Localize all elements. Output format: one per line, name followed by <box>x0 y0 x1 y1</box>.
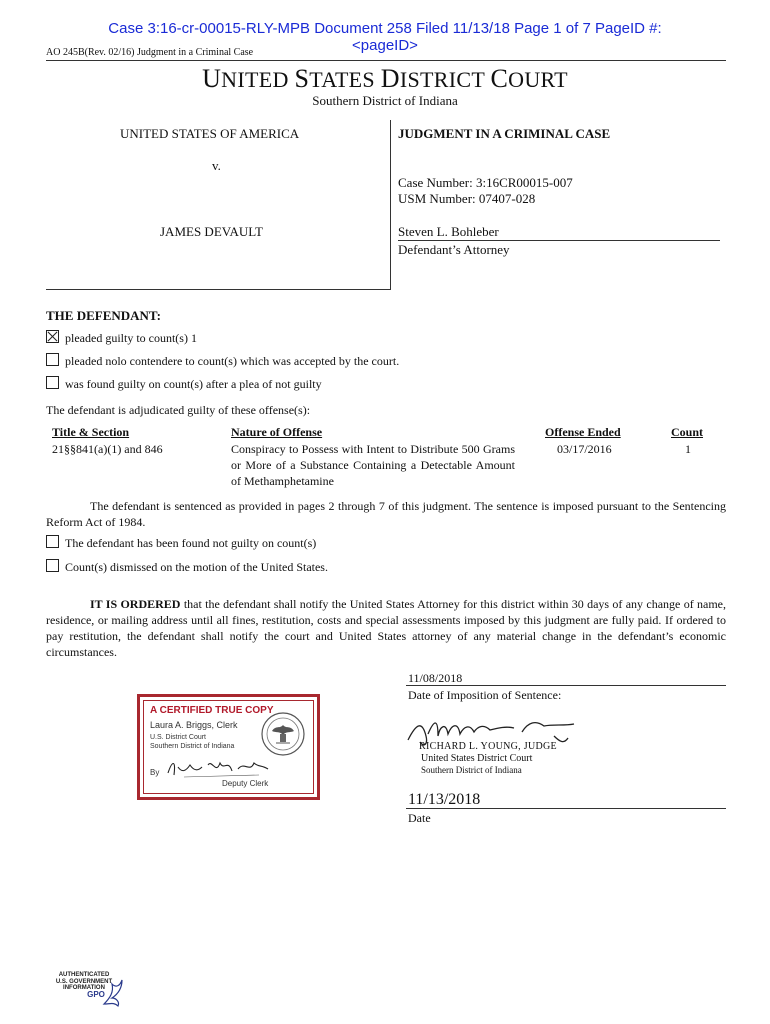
table-header-count: Count <box>671 425 704 439</box>
judge-name: RICHARD L. YOUNG, JUDGE <box>419 741 557 752</box>
caption-bottom-rule <box>46 289 391 290</box>
attorney-label: Defendant’s Attorney <box>398 242 510 257</box>
not-guilty-label: The defendant has been found not guilty on count(s) <box>65 536 317 550</box>
court-title-part: OURT <box>508 67 568 92</box>
court-title <box>0 64 770 94</box>
header-rule <box>46 60 726 61</box>
gpo-line: U.S. GOVERNMENT <box>55 978 113 985</box>
deputy-signature <box>164 755 274 781</box>
plea-option-label: pleaded guilty to count(s) 1 <box>65 331 197 345</box>
table-header-ended: Offense Ended <box>545 425 621 439</box>
gpo-line: INFORMATION <box>63 985 105 991</box>
court-seal-icon <box>260 711 306 757</box>
judge-district: Southern District of Indiana <box>421 765 522 775</box>
checkbox-icon <box>46 376 59 389</box>
table-cell-ended: 03/17/2016 <box>557 442 612 456</box>
adjudicated-text: The defendant is adjudicated guilty of these offense(s): <box>46 403 311 417</box>
table-header-nature: Nature of Offense <box>231 425 323 439</box>
form-id: AO 245B(Rev. 02/16) Judgment in a Criminal Case <box>46 47 254 58</box>
not-guilty-line <box>46 535 316 551</box>
signed-label: Date <box>408 811 431 825</box>
checked-box-icon <box>46 330 59 343</box>
table-cell-section: 21§§841(a)(1) and 846 <box>52 442 163 456</box>
sentence-text: The defendant is sentenced as provided in pages 2 through 7 of this judgment. The sentence is imposed pursuant to the Sentencing Reform Act of 1984. <box>46 499 726 529</box>
plaintiff-name: UNITED STATES OF AMERICA <box>120 126 300 141</box>
caption-divider <box>390 120 391 290</box>
attorney-name: Steven L. Bohleber <box>398 224 499 239</box>
table-header-section: Title & Section <box>52 425 130 439</box>
court-title-part: NITED <box>221 67 295 92</box>
case-number: Case Number: 3:16CR00015-007 <box>398 175 573 190</box>
plea-option-found-guilty <box>46 376 322 392</box>
signed-rule <box>406 808 726 809</box>
table-cell-nature: Conspiracy to Possess with Intent to Distribute 500 Grams or More of a Substance Containing a Detectable Amount of Methamphetamine <box>231 442 515 488</box>
order-paragraph <box>46 596 726 660</box>
dismissed-line <box>46 559 328 575</box>
certified-copy-stamp <box>137 694 320 800</box>
stamp-by: By <box>150 768 160 777</box>
plea-option-nolo <box>46 353 399 369</box>
document-title: JUDGMENT IN A CRIMINAL CASE <box>398 126 611 141</box>
dismissed-label: Count(s) dismissed on the motion of the United States. <box>65 560 328 574</box>
gpo-line: GPO <box>87 989 105 999</box>
attorney-rule <box>398 240 720 241</box>
order-lead: IT IS ORDERED <box>90 597 181 611</box>
defendant-name: JAMES DEVAULT <box>160 224 263 239</box>
defendant-heading: THE DEFENDANT: <box>46 308 161 323</box>
court-title-part: U <box>202 64 222 93</box>
court-title-part: ISTRICT <box>399 67 491 92</box>
checkbox-icon <box>46 559 59 572</box>
imposition-label: Date of Imposition of Sentence: <box>408 688 562 702</box>
usm-number: USM Number: 07407-028 <box>398 191 536 206</box>
court-district: Southern District of Indiana <box>312 93 458 108</box>
court-title-part: D <box>380 64 400 93</box>
versus: v. <box>212 158 221 173</box>
ecf-banner-line2: <pageID> <box>352 37 418 54</box>
stamp-district: Southern District of Indiana <box>150 743 235 750</box>
plea-option-label: was found guilty on count(s) after a plea of not guilty <box>65 377 322 391</box>
checkbox-icon <box>46 353 59 366</box>
order-text: that the defendant shall notify the United States Attorney for this district within 30 days of any change of name, residence, or mailing address until all fines, restitution, costs and special assessments imposed by this judgment are fully paid. If ordered to pay restitution, the defendant shall notify the court and United States attorney of any material change in the defendant’s economic circumstances. <box>46 597 727 659</box>
checkbox-icon <box>46 535 59 548</box>
stamp-deputy: Deputy Clerk <box>222 779 269 788</box>
court-title-part: C <box>490 64 509 93</box>
judge-court: United States District Court <box>421 753 533 764</box>
gpo-eagle-icon <box>100 976 126 1008</box>
court-title-part: S <box>294 64 310 93</box>
table-cell-count: 1 <box>685 442 691 456</box>
signed-date: 11/13/2018 <box>408 791 481 808</box>
imposition-rule <box>406 685 726 686</box>
imposition-date: 11/08/2018 <box>408 671 463 685</box>
plea-option-guilty <box>46 330 197 346</box>
stamp-court: U.S. District Court <box>150 734 207 741</box>
plea-option-label: pleaded nolo contendere to count(s) which was accepted by the court. <box>65 354 400 368</box>
gpo-line: AUTHENTICATED <box>58 972 110 978</box>
stamp-clerk: Laura A. Briggs, Clerk <box>150 720 238 730</box>
court-title-part: TATES <box>309 67 381 92</box>
ecf-banner-line1: Case 3:16-cr-00015-RLY-MPB Document 258 Filed 11/13/18 Page 1 of 7 PageID #: <box>108 20 662 37</box>
stamp-title: A CERTIFIED TRUE COPY <box>150 705 274 716</box>
